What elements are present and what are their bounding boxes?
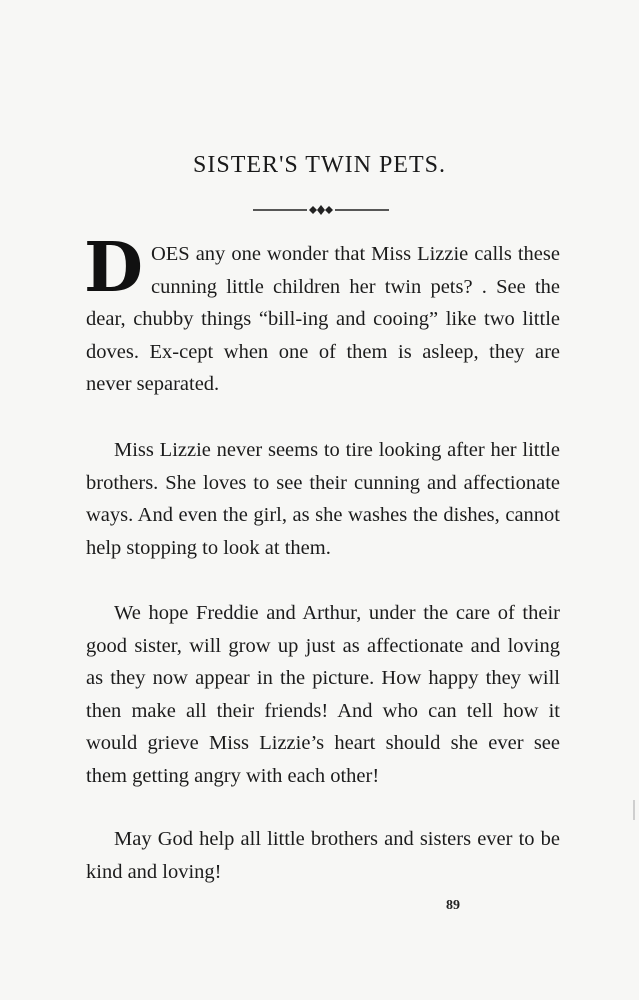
page-number: 89 [446,898,460,913]
page-edge-mark [633,800,635,820]
paragraph-1 [84,228,560,401]
paragraph-1-text: OES any one wonder that Miss Lizzie calls these cunning little children her twin pets? . See the dear, chubby things “bill-ing and cooing” like two little doves. Ex-cept when one of them is asleep, they are never separated. [86,243,560,395]
paragraph-3: We hope Freddie and Arthur, under the care of their good sister, will grow up just as affectionate and loving as they now appear in the picture. How happy they will then make all their friends! And who can tell how it would grieve Miss Lizzie’s heart should she ever see them getting angry with each other! [86,602,560,787]
paragraph-2: Miss Lizzie never seems to tire looking after her little brothers. She loves to see their cunning and affectionate ways. And even the girl, as she washes the dishes, cannot help stopping to look at them. [86,439,560,559]
drop-cap-letter: D [84,228,143,308]
ornament-divider-icon [253,203,389,217]
page-title: SISTER'S TWIN PETS. [193,152,446,178]
paragraph-4: May God help all little brothers and sisters ever to be kind and loving! [86,828,560,883]
